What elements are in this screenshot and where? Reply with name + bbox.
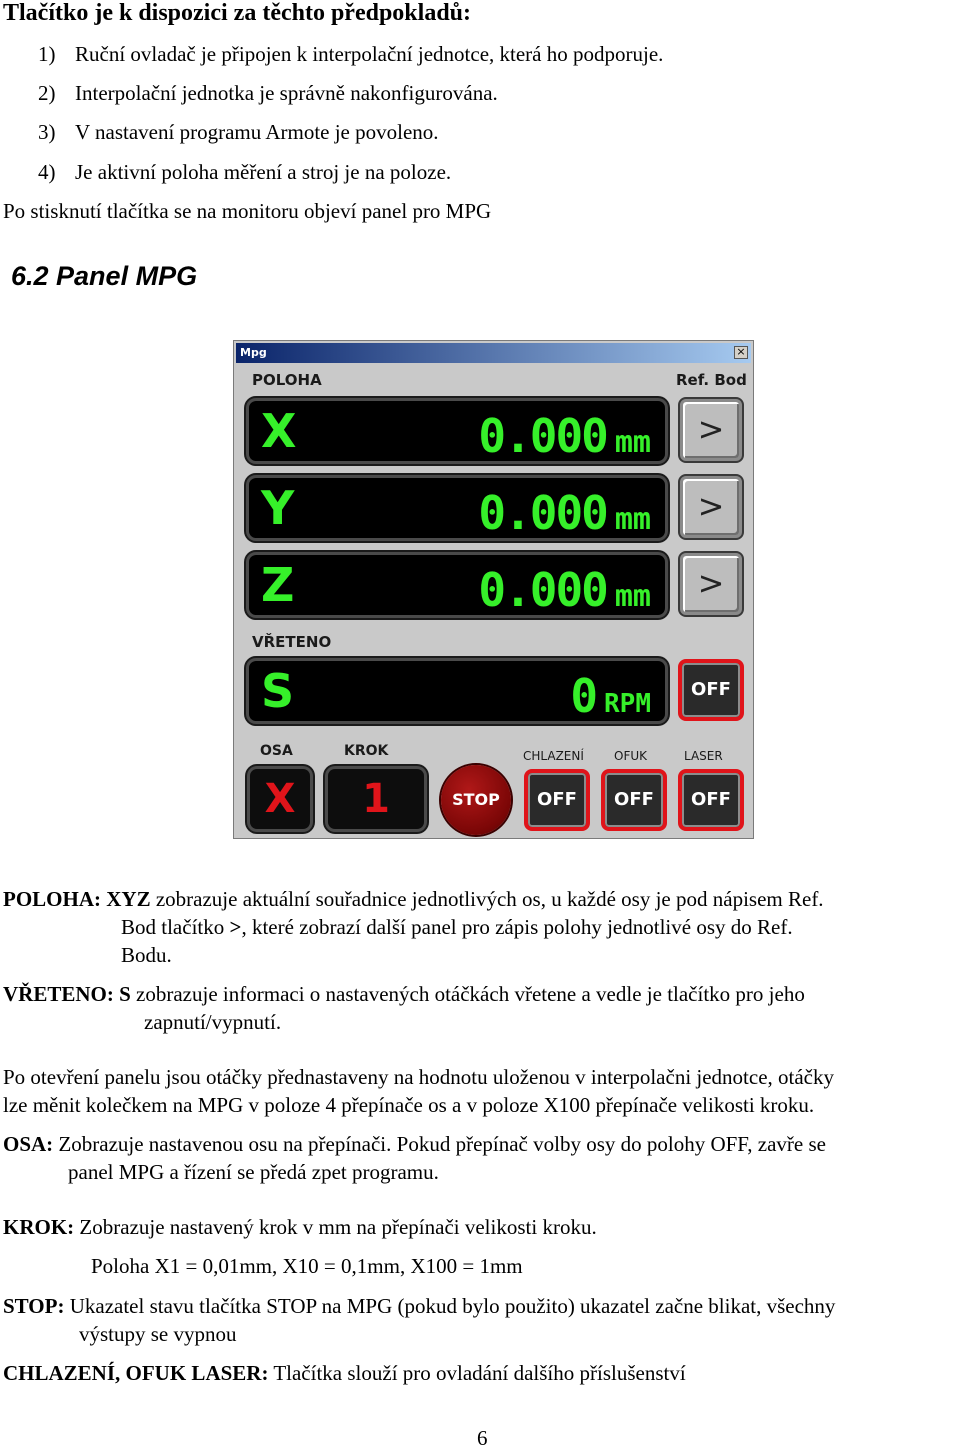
spindle-label: VŘETENO — [252, 633, 332, 651]
stop-desc-line2: výstupy se vypnou — [79, 1322, 237, 1346]
mpg-panel-window — [233, 340, 754, 839]
air-off-button[interactable]: OFF — [601, 769, 667, 831]
condition-1-text: Ruční ovladač je připojen k interpolační jednotce, která ho podporuje. — [75, 42, 664, 66]
x-axis-value: 0.000 — [478, 409, 607, 463]
x-axis-value-group — [478, 409, 651, 463]
vreteno-text-1: zobrazuje informaci o nastavených otáčkách vřetene a vedle je tlačítko pro jeho — [130, 982, 805, 1006]
page-number: 6 — [477, 1426, 488, 1450]
x-axis-letter: X — [261, 404, 297, 458]
z-axis-unit: mm — [614, 579, 651, 614]
osa-desc-line1 — [3, 1132, 826, 1157]
position-label: POLOHA — [252, 371, 322, 389]
spindle-off-button[interactable]: OFF — [678, 659, 744, 721]
after-press-text: Po stisknutí tlačítka se na monitoru objeví panel pro MPG — [3, 199, 492, 223]
poloha-desc-line2 — [121, 915, 793, 940]
poloha-desc-line3: Bodu. — [121, 943, 172, 967]
condition-3-text: V nastavení programu Armote je povoleno. — [75, 120, 439, 144]
y-ref-button[interactable]: > — [680, 476, 742, 538]
y-axis-unit: mm — [614, 502, 651, 537]
poloha-xyz: XYZ — [106, 887, 151, 911]
poloha-term: POLOHA: — [3, 887, 101, 911]
y-axis-display — [249, 478, 665, 538]
condition-4-text: Je aktivní poloha měření a stroj je na poloze. — [75, 160, 452, 184]
stop-indicator: STOP — [441, 765, 511, 835]
spindle-unit: RPM — [604, 689, 651, 719]
krok-desc-line1 — [3, 1215, 597, 1240]
spindle-display — [249, 661, 665, 721]
availability-heading: Tlačítko je k dispozici za těchto předpokladů: — [3, 0, 472, 26]
spindle-letter: S — [261, 664, 295, 718]
poloha-text-2a: Bod tlačítko — [121, 915, 230, 939]
cooling-label: CHLAZENÍ — [523, 749, 584, 763]
accessories-term: CHLAZENÍ, OFUK LASER: — [3, 1361, 269, 1385]
condition-4-number: 4) — [38, 160, 56, 184]
y-axis-value-group — [478, 486, 651, 540]
stop-text-1: Ukazatel stavu tlačítka STOP na MPG (pokud bylo použito) ukazatel začne blikat, všechny — [64, 1294, 836, 1318]
z-ref-button[interactable]: > — [680, 553, 742, 615]
z-axis-value-group — [478, 563, 651, 617]
krok-term: KROK: — [3, 1215, 75, 1239]
mpg-window-title: Mpg — [240, 346, 267, 359]
condition-2-number: 2) — [38, 81, 56, 105]
osa-text-1: Zobrazuje nastavenou osu na přepínači. Pokud přepínač volby osy do polohy OFF, zavře se — [53, 1132, 826, 1156]
condition-2-text: Interpolační jednotka je správně nakonfigurována. — [75, 81, 498, 105]
y-axis-value: 0.000 — [478, 486, 607, 540]
z-axis-letter: Z — [261, 558, 295, 612]
vreteno-term: VŘETENO: — [3, 982, 114, 1006]
condition-3-number: 3) — [38, 120, 56, 144]
poloha-text-1: zobrazuje aktuální souřadnice jednotlivých os, u každé osy je pod nápisem Ref. — [150, 887, 824, 911]
stop-term: STOP: — [3, 1294, 65, 1318]
vreteno-desc-line2: zapnutí/vypnutí. — [144, 1010, 282, 1034]
y-axis-letter: Y — [261, 481, 295, 535]
osa-desc-line2: panel MPG a řízení se předá zpet programu. — [68, 1160, 439, 1184]
x-axis-display — [249, 401, 665, 461]
axis-select-indicator: X — [250, 769, 310, 829]
poloha-desc-line1 — [3, 887, 824, 912]
x-axis-unit: mm — [614, 425, 651, 460]
laser-label: LASER — [684, 749, 723, 763]
ref-point-label: Ref. Bod — [676, 371, 747, 389]
vreteno-s: S — [119, 982, 131, 1006]
open-desc-line1: Po otevření panelu jsou otáčky přednastaveny na hodnotu uloženou v interpolačni jednotce, otáčky — [3, 1065, 835, 1089]
x-ref-button[interactable]: > — [680, 399, 742, 461]
spindle-value: 0 — [570, 669, 597, 723]
poloha-gt: > — [229, 915, 242, 939]
cooling-off-button[interactable]: OFF — [524, 769, 590, 831]
laser-off-button[interactable]: OFF — [678, 769, 744, 831]
open-desc-line2: lze měnit kolečkem na MPG v poloze 4 přepínače os a v poloze X100 přepínače velikosti kroku. — [3, 1093, 815, 1117]
z-axis-value: 0.000 — [478, 563, 607, 617]
spindle-value-group — [570, 669, 651, 723]
axis-select-label: OSA — [260, 743, 293, 759]
step-indicator: 1 — [328, 769, 424, 829]
air-label: OFUK — [614, 749, 647, 763]
krok-text-1: Zobrazuje nastavený krok v mm na přepínači velikosti kroku. — [74, 1215, 597, 1239]
condition-1-number: 1) — [38, 42, 56, 66]
krok-desc-line2: Poloha X1 = 0,01mm, X10 = 0,1mm, X100 = 1mm — [91, 1254, 523, 1278]
poloha-text-2b: , které zobrazí další panel pro zápis polohy jednotlivé osy do Ref. — [241, 915, 793, 939]
mpg-titlebar — [236, 343, 751, 363]
vreteno-desc-line1 — [3, 982, 805, 1007]
section-heading: 6.2 Panel MPG — [11, 261, 198, 291]
accessories-text-1: Tlačítka slouží pro ovladání dalšího příslušenství — [268, 1361, 686, 1385]
osa-term: OSA: — [3, 1132, 54, 1156]
close-icon[interactable]: × — [734, 346, 748, 359]
accessories-desc-line1 — [3, 1361, 686, 1386]
step-label: KROK — [344, 743, 389, 759]
z-axis-display — [249, 555, 665, 615]
stop-desc-line1 — [3, 1294, 835, 1319]
